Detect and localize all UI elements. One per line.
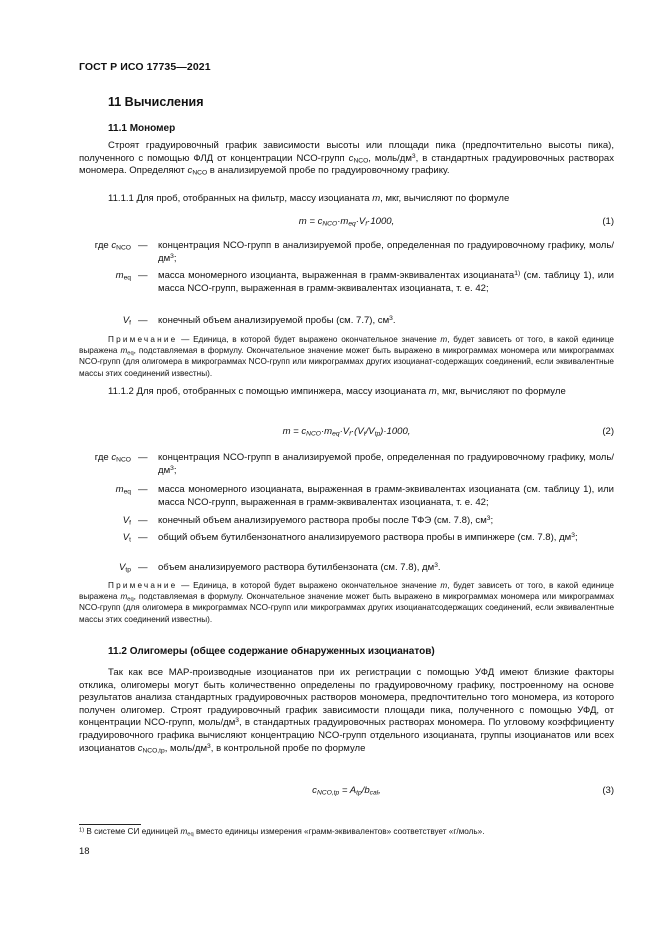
formula-number: (2)	[602, 426, 614, 437]
footnote-separator	[79, 824, 141, 825]
definition-m-eq-2: $m_{eq}$ — масса мономерного изоцианата, выраженная в грамм-эквивалентах изоцианата (см. таблицу 1), или масса NCO-групп, выраженная в грамм-эквивалентах изоцианата, т. е. 42;	[115, 484, 614, 508]
standard-header: ГОСТ Р ИСО 17735—2021	[79, 61, 211, 73]
document-page: ГОСТ Р ИСО 17735—2021 11 Вычисления 11.1 Мономер Строят градуировочный график зависимости высоты или площади пика (предпочтительно высоты пика), полученного с помощью ФЛД от концентрации NCO-групп $c_{NCO}$, моль/$дм^3$, в стандартных градуировочных растворах мономера. Определяют $c_{NCO}$ в анализируемой пробе по градуировочному графику. 11.1.1 Для проб, отобранных на фильтр, массу изоцианата m, мкг, вычисляют по формуле $m = c_{NCO}\cdot m_{eq}\cdot V_f\cdot 1000$, (1) где $c_{NCO}$ — концентрация NCO-групп в анализируемой пробе, определенная по градуировочному графику, моль/$дм^3$; $m_{eq}$ — масса мономерного изоцианта, выраженная в грамм-эквивалентах изоцианата$^{1)}$ (см. таблицу 1), или масса NCO-групп, выраженная в грамм-эквивалентах изоцианата, т. е. 42; $V_f$ — конечный объем анализируемой пробы (см. 7.7), $см^3$. Примечание — Единица, в которой будет выражено окончательное значение m, будет зависеть от того, в какой единице выражена $m_{eq}$, подставляемая в формулу. Окончательное значение может быть выражено в микрограммах мономера или микрограммах NCO-групп (для олигомера в микрограммах NCO-групп или микрограммах других изоцианат-содержащих соединений, если эквивалентные массы этих соединений известны). 11.1.2 Для проб, отобранных с помощью импинжера, массу изоцианата m, мкг, вычисляют по формуле $m = c_{NCO}\cdot m_{eq}\cdot V_f\cdot(V_t/V_{tp})\cdot 1000$, (2) где $c_{NCO}$ — концентрация NCO-групп в анализируемой пробе, определенная по градуировочному графику, моль/$дм^3$; $m_{eq}$ — масса мономерного изоцианата, выраженная в грамм-эквивалентах изоцианата (см. таблицу 1), или масса NCO-групп, выраженная в грамм-эквивалентах изоцианата, т. е. 42; $V_f$ — конечный объем анализируемого раствора пробы после ТФЭ (см. 7.8), $см^3$; $V_t$ — общий объем бутилбензонатного анализируемого раствора пробы в импинжере (см. 7.8), $дм^3$; $V_{tp}$ — объем анализируемого раствора бутилбензоната (см. 7.8), $дм^3$. Примечание — Единица, в которой будет выражено окончательное значение m, будет зависеть от того, в какой единице выражена $m_{eq}$, подставляемая в формулу. Окончательное значение может быть выражено в микрограммах мономера или микрограммах NCO-групп (для олигомера в микрограммах NCO-групп или микрограммах других изоцианатсодержащих соединений, если эквивалентные массы этих соединений известны). 11.2 Олигомеры (общее содержание обнаруженных изоцианатов) Так как все МАР-производные изоцианатов при их регистрации с помощью УФД имеют близкие факторы отклика, олигомеры могут быть количественно определены по градуировочному графику, построенному на основе результатов анализа стандартных градуировочных растворов мономера, предпочтительно того мономера, из которого получен олигомер. Строят градуировочный график зависимости площади пика, полученного с помощью УФД, от концентрации NCO-групп, моль/$дм^3$, в стандартных градуировочных растворах мономера. По угловому коэффициенту градуировочного графика вычисляют концентрацию NCO-групп отдельного изоцианата, группы изоцианатов или всех изоцианатов $c_{NCO,tp}$, моль/$дм^3$, в контрольной пробе по формуле $c_{NCO,tp} = A_{tp}/b_{cal}$, (3) $^{1)}$ В системе СИ единицей $m_{eq}$ вместо единицы измерения «грамм-эквивалентов» соответствует «г/моль». 18	[79, 61, 614, 857]
paragraph-11-1-2: 11.1.2 Для проб, отобранных с помощью импинжера, массу изоцианата m, мкг, вычисляют по формуле	[108, 386, 566, 397]
footnote: $^{1)}$ В системе СИ единицей $m_{eq}$ вместо единицы измерения «грамм-эквивалентов» соответствует «г/моль».	[79, 827, 485, 838]
formula-number: (3)	[602, 785, 614, 796]
paragraph-oligomers: Так как все МАР-производные изоцианатов при их регистрации с помощью УФД имеют близкие факторы отклика, олигомеры могут быть количественно определены по градуировочному графику, построенному на основе результатов анализа стандартных градуировочных растворов мономера, предпочтительно того мономера, из которого получен олигомер. Строят градуировочный график зависимости площади пика, полученного с помощью УФД, от концентрации NCO-групп, моль/$дм^3$, в стандартных градуировочных растворах мономера. По угловому коэффициенту градуировочного графика вычисляют концентрацию NCO-групп отдельного изоцианата, группы изоцианатов или всех изоцианатов $c_{NCO,tp}$, моль/$дм^3$, в контрольной пробе по формуле	[79, 667, 614, 755]
page-number: 18	[79, 846, 90, 857]
definition-c-nco-2: где $c_{NCO}$ — концентрация NCO-групп в анализируемой пробе, определенная по градуировочному графику, моль/$дм^3$;	[94, 452, 614, 476]
formula-number: (1)	[602, 216, 614, 227]
subsection-heading-oligomers: 11.2 Олигомеры (общее содержание обнаруженных изоцианатов)	[108, 646, 435, 657]
section-heading: 11 Вычисления	[108, 95, 204, 109]
definition-v-f-2: $V_f$ — конечный объем анализируемого раствора пробы после ТФЭ (см. 7.8), $см^3$;	[122, 515, 494, 527]
definition-m-eq: $m_{eq}$ — масса мономерного изоцианта, выраженная в грамм-эквивалентах изоцианата$^{1)}$ (см. таблицу 1), или масса NCO-групп, выраженная в грамм-эквивалентах изоцианата, т. е. 42;	[115, 270, 614, 294]
definition-c-nco: где $c_{NCO}$ — концентрация NCO-групп в анализируемой пробе, определенная по градуировочному графику, моль/$дм^3$;	[94, 240, 614, 264]
definition-v-f: $V_f$ — конечный объем анализируемой пробы (см. 7.7), $см^3$.	[122, 315, 396, 327]
note-1: Примечание — Единица, в которой будет выражено окончательное значение m, будет зависеть от того, в какой единице выражена $m_{eq}$, подставляемая в формулу. Окончательное значение может быть выражено в микрограммах мономера или микрограммах NCO-групп (для олигомера в микрограммах NCO-групп или микрограммах других изоцианат-содержащих соединений, если эквивалентные массы этих соединений известны).	[79, 335, 614, 378]
paragraph-calibration-monomer: Строят градуировочный график зависимости высоты или площади пика (предпочтительно высоты пика), полученного с помощью ФЛД от концентрации NCO-групп $c_{NCO}$, моль/$дм^3$, в стандартных градуировочных растворах мономера. Определяют $c_{NCO}$ в анализируемой пробе по градуировочному графику.	[79, 140, 614, 177]
note-2: Примечание — Единица, в которой будет выражено окончательное значение m, будет зависеть от того, в какой единице выражена $m_{eq}$, подставляемая в формулу. Окончательное значение может быть выражено в микрограммах мономера или микрограммах NCO-групп (для олигомера в микрограммах NCO-групп или микрограммах других изоцианатсодержащих соединений, если эквивалентные массы этих соединений известны).	[79, 581, 614, 624]
definition-v-t: $V_t$ — общий объем бутилбензонатного анализируемого раствора пробы в импинжере (см. 7.8), $дм^3$;	[122, 532, 578, 544]
subsection-heading-monomer: 11.1 Мономер	[108, 123, 176, 134]
paragraph-11-1-1: 11.1.1 Для проб, отобранных на фильтр, массу изоцианата m, мкг, вычисляют по формуле	[108, 193, 510, 204]
definition-v-tp: $V_{tp}$ — объем анализируемого раствора бутилбензоната (см. 7.8), $дм^3$.	[119, 562, 441, 574]
